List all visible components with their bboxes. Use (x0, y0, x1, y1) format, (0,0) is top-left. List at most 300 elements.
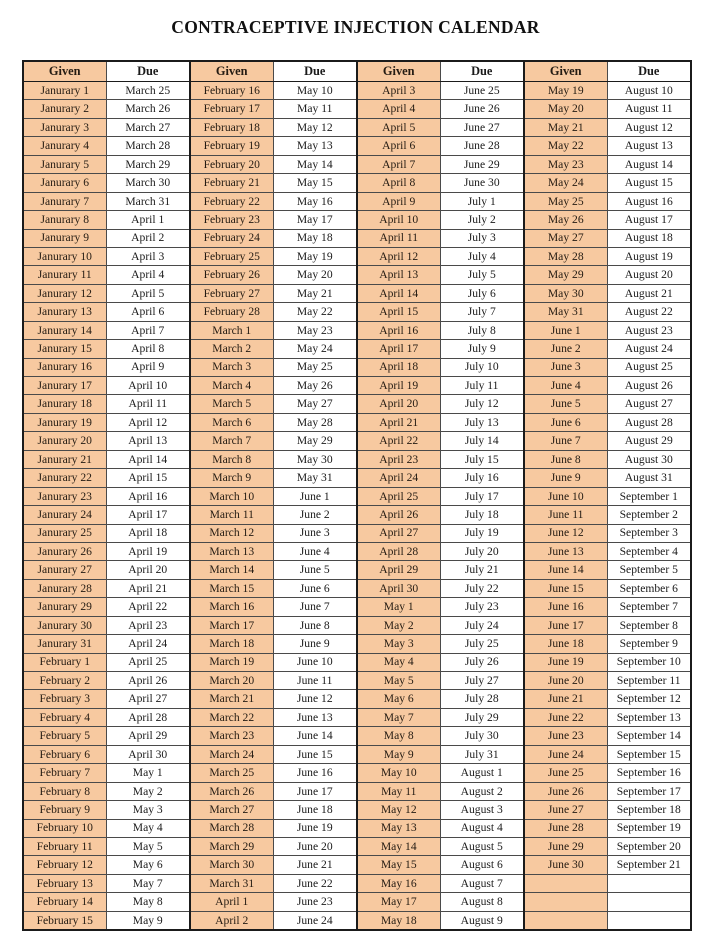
cell-due: May 9 (106, 911, 190, 930)
cell-due: June 4 (273, 542, 357, 560)
table-row (23, 856, 691, 874)
cell-due: August 17 (607, 211, 691, 229)
cell-due: July 23 (440, 598, 524, 616)
table-row (23, 542, 691, 560)
cell-due: April 25 (106, 653, 190, 671)
table-row (23, 247, 691, 265)
cell-given: April 28 (357, 542, 440, 560)
cell-due: May 30 (273, 450, 357, 468)
table-row (23, 487, 691, 505)
table-row (23, 782, 691, 800)
cell-due: May 17 (273, 211, 357, 229)
cell-given: April 20 (357, 395, 440, 413)
cell-due: June 20 (273, 837, 357, 855)
cell-due: September 6 (607, 579, 691, 597)
cell-given: June 1 (524, 321, 607, 339)
cell-given: May 28 (524, 247, 607, 265)
cell-due: May 27 (273, 395, 357, 413)
cell-given: March 30 (190, 856, 273, 874)
cell-due: July 4 (440, 247, 524, 265)
cell-due: September 7 (607, 598, 691, 616)
table-row (23, 377, 691, 395)
cell-due: June 24 (273, 911, 357, 930)
cell-due: May 16 (273, 192, 357, 210)
cell-due: April 22 (106, 598, 190, 616)
cell-given: February 4 (23, 708, 106, 726)
cell-given: Janurary 6 (23, 174, 106, 192)
cell-due: July 6 (440, 284, 524, 302)
cell-given: June 3 (524, 358, 607, 376)
cell-due: June 30 (440, 174, 524, 192)
cell-given: February 22 (190, 192, 273, 210)
cell-due: May 29 (273, 432, 357, 450)
cell-given: February 18 (190, 118, 273, 136)
cell-due: May 18 (273, 229, 357, 247)
table-body (23, 82, 691, 931)
cell-due: July 24 (440, 616, 524, 634)
cell-given: March 31 (190, 874, 273, 892)
cell-due: June 1 (273, 487, 357, 505)
cell-due: August 27 (607, 395, 691, 413)
column-header-given-1: Given (23, 61, 106, 82)
cell-given: June 18 (524, 635, 607, 653)
cell-due: May 14 (273, 155, 357, 173)
cell-due: September 8 (607, 616, 691, 634)
table-row (23, 358, 691, 376)
cell-due: August 15 (607, 174, 691, 192)
cell-given: March 25 (190, 764, 273, 782)
cell-due: September 4 (607, 542, 691, 560)
cell-given: June 21 (524, 690, 607, 708)
cell-given: June 11 (524, 506, 607, 524)
cell-given: February 10 (23, 819, 106, 837)
cell-due: April 5 (106, 284, 190, 302)
table-row (23, 284, 691, 302)
table-row (23, 82, 691, 100)
cell-due: June 15 (273, 745, 357, 763)
cell-given: Janurary 3 (23, 118, 106, 136)
cell-due: June 5 (273, 561, 357, 579)
cell-due: April 15 (106, 469, 190, 487)
cell-given: April 12 (357, 247, 440, 265)
cell-due: April 8 (106, 340, 190, 358)
cell-due: April 2 (106, 229, 190, 247)
cell-due: September 1 (607, 487, 691, 505)
cell-given: May 4 (357, 653, 440, 671)
cell-given: June 16 (524, 598, 607, 616)
cell-given: February 9 (23, 801, 106, 819)
table-row (23, 708, 691, 726)
cell-due: April 6 (106, 303, 190, 321)
cell-due: March 27 (106, 118, 190, 136)
cell-given: May 6 (357, 690, 440, 708)
cell-given: June 8 (524, 450, 607, 468)
cell-due: August 19 (607, 247, 691, 265)
cell-given: May 19 (524, 82, 607, 100)
cell-due: March 29 (106, 155, 190, 173)
cell-given: May 7 (357, 708, 440, 726)
cell-given: June 29 (524, 837, 607, 855)
table-row (23, 450, 691, 468)
cell-due: April 24 (106, 635, 190, 653)
table-row (23, 192, 691, 210)
cell-due: May 25 (273, 358, 357, 376)
table-row (23, 303, 691, 321)
cell-given: Janurary 29 (23, 598, 106, 616)
cell-due: July 18 (440, 506, 524, 524)
cell-given: February 6 (23, 745, 106, 763)
cell-given: Janurary 23 (23, 487, 106, 505)
table-row (23, 118, 691, 136)
table-row (23, 635, 691, 653)
cell-due: July 9 (440, 340, 524, 358)
cell-given: Janurary 19 (23, 413, 106, 431)
table-row (23, 137, 691, 155)
cell-given: February 8 (23, 782, 106, 800)
cell-due: May 22 (273, 303, 357, 321)
cell-due: May 19 (273, 247, 357, 265)
cell-given: June 9 (524, 469, 607, 487)
cell-due: June 26 (440, 100, 524, 118)
cell-given: May 16 (357, 874, 440, 892)
cell-due: May 11 (273, 100, 357, 118)
cell-due: August 23 (607, 321, 691, 339)
table-row (23, 432, 691, 450)
cell-due: June 8 (273, 616, 357, 634)
table-row (23, 266, 691, 284)
cell-due: May 31 (273, 469, 357, 487)
cell-due: May 26 (273, 377, 357, 395)
cell-given: June 17 (524, 616, 607, 634)
cell-given: March 7 (190, 432, 273, 450)
cell-given: March 17 (190, 616, 273, 634)
cell-given: April 7 (357, 155, 440, 173)
cell-given: June 30 (524, 856, 607, 874)
cell-given: April 30 (357, 579, 440, 597)
table-row (23, 801, 691, 819)
cell-due: March 30 (106, 174, 190, 192)
cell-given: March 24 (190, 745, 273, 763)
table-row (23, 745, 691, 763)
table-head (23, 61, 691, 82)
cell-given: April 19 (357, 377, 440, 395)
cell-given: June 20 (524, 672, 607, 690)
cell-given: April 5 (357, 118, 440, 136)
table-row (23, 874, 691, 892)
cell-due: July 2 (440, 211, 524, 229)
table-row (23, 413, 691, 431)
cell-given: June 10 (524, 487, 607, 505)
cell-given: March 15 (190, 579, 273, 597)
cell-given: February 28 (190, 303, 273, 321)
cell-given: Janurary 13 (23, 303, 106, 321)
cell-given: April 15 (357, 303, 440, 321)
cell-due: April 9 (106, 358, 190, 376)
cell-due: September 17 (607, 782, 691, 800)
cell-due: May 8 (106, 893, 190, 911)
cell-given: February 27 (190, 284, 273, 302)
cell-due: July 13 (440, 413, 524, 431)
cell-given: April 29 (357, 561, 440, 579)
cell-given: Janurary 21 (23, 450, 106, 468)
cell-given: March 26 (190, 782, 273, 800)
cell-given: May 26 (524, 211, 607, 229)
cell-due: August 24 (607, 340, 691, 358)
table-row (23, 893, 691, 911)
cell-due: July 5 (440, 266, 524, 284)
cell-due: April 12 (106, 413, 190, 431)
cell-due: August 6 (440, 856, 524, 874)
cell-due: July 27 (440, 672, 524, 690)
cell-due: July 14 (440, 432, 524, 450)
cell-given: February 1 (23, 653, 106, 671)
cell-due: September 14 (607, 727, 691, 745)
cell-due: June 12 (273, 690, 357, 708)
cell-given: April 22 (357, 432, 440, 450)
cell-due: June 16 (273, 764, 357, 782)
cell-given: Janurary 25 (23, 524, 106, 542)
cell-given: April 21 (357, 413, 440, 431)
cell-given: June 5 (524, 395, 607, 413)
table-row (23, 155, 691, 173)
table-header-row (23, 61, 691, 82)
cell-given: May 27 (524, 229, 607, 247)
cell-given: April 1 (190, 893, 273, 911)
empty-cell-given (524, 893, 607, 911)
cell-given: Janurary 15 (23, 340, 106, 358)
cell-given: April 2 (190, 911, 273, 930)
cell-due: April 23 (106, 616, 190, 634)
cell-given: May 11 (357, 782, 440, 800)
cell-given: February 23 (190, 211, 273, 229)
cell-given: March 4 (190, 377, 273, 395)
cell-given: March 8 (190, 450, 273, 468)
cell-due: April 19 (106, 542, 190, 560)
cell-due: May 28 (273, 413, 357, 431)
cell-given: Janurary 11 (23, 266, 106, 284)
cell-due: June 9 (273, 635, 357, 653)
contraceptive-injection-calendar-table (22, 60, 692, 931)
cell-due: May 6 (106, 856, 190, 874)
cell-given: April 4 (357, 100, 440, 118)
cell-given: April 26 (357, 506, 440, 524)
cell-due: July 30 (440, 727, 524, 745)
cell-given: March 10 (190, 487, 273, 505)
table-row (23, 837, 691, 855)
cell-due: May 13 (273, 137, 357, 155)
table-row (23, 395, 691, 413)
column-header-given-4: Given (524, 61, 607, 82)
cell-given: February 13 (23, 874, 106, 892)
cell-given: June 7 (524, 432, 607, 450)
cell-due: April 13 (106, 432, 190, 450)
cell-given: Janurary 27 (23, 561, 106, 579)
cell-due: June 28 (440, 137, 524, 155)
cell-given: May 23 (524, 155, 607, 173)
cell-due: August 31 (607, 469, 691, 487)
cell-given: Janurary 18 (23, 395, 106, 413)
cell-given: February 12 (23, 856, 106, 874)
cell-due: April 29 (106, 727, 190, 745)
cell-given: March 2 (190, 340, 273, 358)
cell-due: August 30 (607, 450, 691, 468)
page-title: CONTRACEPTIVE INJECTION CALENDAR (171, 17, 540, 37)
cell-due: August 7 (440, 874, 524, 892)
cell-due: April 18 (106, 524, 190, 542)
cell-due: September 21 (607, 856, 691, 874)
table-row (23, 100, 691, 118)
cell-given: March 14 (190, 561, 273, 579)
cell-due: April 1 (106, 211, 190, 229)
column-header-due-4: Due (607, 61, 691, 82)
cell-given: Janurary 26 (23, 542, 106, 560)
cell-due: September 15 (607, 745, 691, 763)
cell-given: May 3 (357, 635, 440, 653)
table-row (23, 819, 691, 837)
cell-given: March 1 (190, 321, 273, 339)
cell-given: February 26 (190, 266, 273, 284)
cell-given: April 13 (357, 266, 440, 284)
table-row (23, 469, 691, 487)
cell-due: May 5 (106, 837, 190, 855)
cell-given: March 29 (190, 837, 273, 855)
cell-due: September 18 (607, 801, 691, 819)
cell-given: Janurary 2 (23, 100, 106, 118)
table-row (23, 727, 691, 745)
cell-due: August 29 (607, 432, 691, 450)
cell-due: June 18 (273, 801, 357, 819)
cell-due: September 11 (607, 672, 691, 690)
cell-given: April 27 (357, 524, 440, 542)
cell-given: February 7 (23, 764, 106, 782)
cell-given: February 16 (190, 82, 273, 100)
cell-given: March 13 (190, 542, 273, 560)
cell-given: April 14 (357, 284, 440, 302)
cell-given: March 16 (190, 598, 273, 616)
cell-due: September 5 (607, 561, 691, 579)
table-row (23, 321, 691, 339)
cell-due: September 2 (607, 506, 691, 524)
cell-given: June 22 (524, 708, 607, 726)
cell-due: July 22 (440, 579, 524, 597)
column-header-given-2: Given (190, 61, 273, 82)
cell-due: August 3 (440, 801, 524, 819)
cell-given: March 23 (190, 727, 273, 745)
calendar-table-container (22, 60, 689, 931)
cell-given: March 18 (190, 635, 273, 653)
cell-given: March 20 (190, 672, 273, 690)
cell-given: May 17 (357, 893, 440, 911)
cell-given: April 17 (357, 340, 440, 358)
cell-given: February 25 (190, 247, 273, 265)
cell-due: September 13 (607, 708, 691, 726)
cell-given: June 12 (524, 524, 607, 542)
cell-due: March 28 (106, 137, 190, 155)
cell-given: February 20 (190, 155, 273, 173)
cell-due: July 11 (440, 377, 524, 395)
cell-due: May 12 (273, 118, 357, 136)
cell-given: May 8 (357, 727, 440, 745)
cell-given: May 10 (357, 764, 440, 782)
cell-due: August 18 (607, 229, 691, 247)
cell-given: Janurary 5 (23, 155, 106, 173)
cell-given: March 9 (190, 469, 273, 487)
empty-cell-given (524, 874, 607, 892)
cell-due: April 26 (106, 672, 190, 690)
cell-due: June 22 (273, 874, 357, 892)
cell-given: June 28 (524, 819, 607, 837)
cell-due: August 10 (607, 82, 691, 100)
cell-due: June 17 (273, 782, 357, 800)
cell-due: March 31 (106, 192, 190, 210)
cell-due: July 12 (440, 395, 524, 413)
column-header-given-3: Given (357, 61, 440, 82)
cell-due: August 26 (607, 377, 691, 395)
cell-given: May 30 (524, 284, 607, 302)
cell-given: Janurary 12 (23, 284, 106, 302)
cell-given: March 3 (190, 358, 273, 376)
cell-given: May 15 (357, 856, 440, 874)
cell-due: April 21 (106, 579, 190, 597)
cell-given: April 3 (357, 82, 440, 100)
cell-given: May 18 (357, 911, 440, 930)
cell-due: July 10 (440, 358, 524, 376)
cell-due: April 27 (106, 690, 190, 708)
cell-given: May 9 (357, 745, 440, 763)
cell-due: May 23 (273, 321, 357, 339)
cell-given: March 22 (190, 708, 273, 726)
cell-given: May 14 (357, 837, 440, 855)
cell-due: July 29 (440, 708, 524, 726)
cell-due: June 3 (273, 524, 357, 542)
cell-given: May 12 (357, 801, 440, 819)
cell-due: June 23 (273, 893, 357, 911)
cell-due: June 21 (273, 856, 357, 874)
cell-due: August 12 (607, 118, 691, 136)
cell-due: September 20 (607, 837, 691, 855)
cell-given: Janurary 10 (23, 247, 106, 265)
cell-due: April 3 (106, 247, 190, 265)
cell-due: July 3 (440, 229, 524, 247)
cell-given: June 25 (524, 764, 607, 782)
cell-due: June 6 (273, 579, 357, 597)
cell-due: August 21 (607, 284, 691, 302)
cell-due: August 14 (607, 155, 691, 173)
cell-given: March 12 (190, 524, 273, 542)
cell-given: May 29 (524, 266, 607, 284)
table-row (23, 561, 691, 579)
cell-given: Janurary 8 (23, 211, 106, 229)
table-row (23, 229, 691, 247)
cell-due: July 15 (440, 450, 524, 468)
cell-due: May 3 (106, 801, 190, 819)
cell-due: May 15 (273, 174, 357, 192)
cell-due: July 7 (440, 303, 524, 321)
cell-given: June 19 (524, 653, 607, 671)
cell-due: May 10 (273, 82, 357, 100)
cell-given: June 4 (524, 377, 607, 395)
column-header-due-3: Due (440, 61, 524, 82)
cell-due: June 7 (273, 598, 357, 616)
cell-given: Janurary 14 (23, 321, 106, 339)
cell-given: Janurary 22 (23, 469, 106, 487)
cell-given: April 24 (357, 469, 440, 487)
cell-due: April 14 (106, 450, 190, 468)
cell-due: May 1 (106, 764, 190, 782)
cell-given: June 24 (524, 745, 607, 763)
cell-given: May 13 (357, 819, 440, 837)
cell-given: Janurary 24 (23, 506, 106, 524)
